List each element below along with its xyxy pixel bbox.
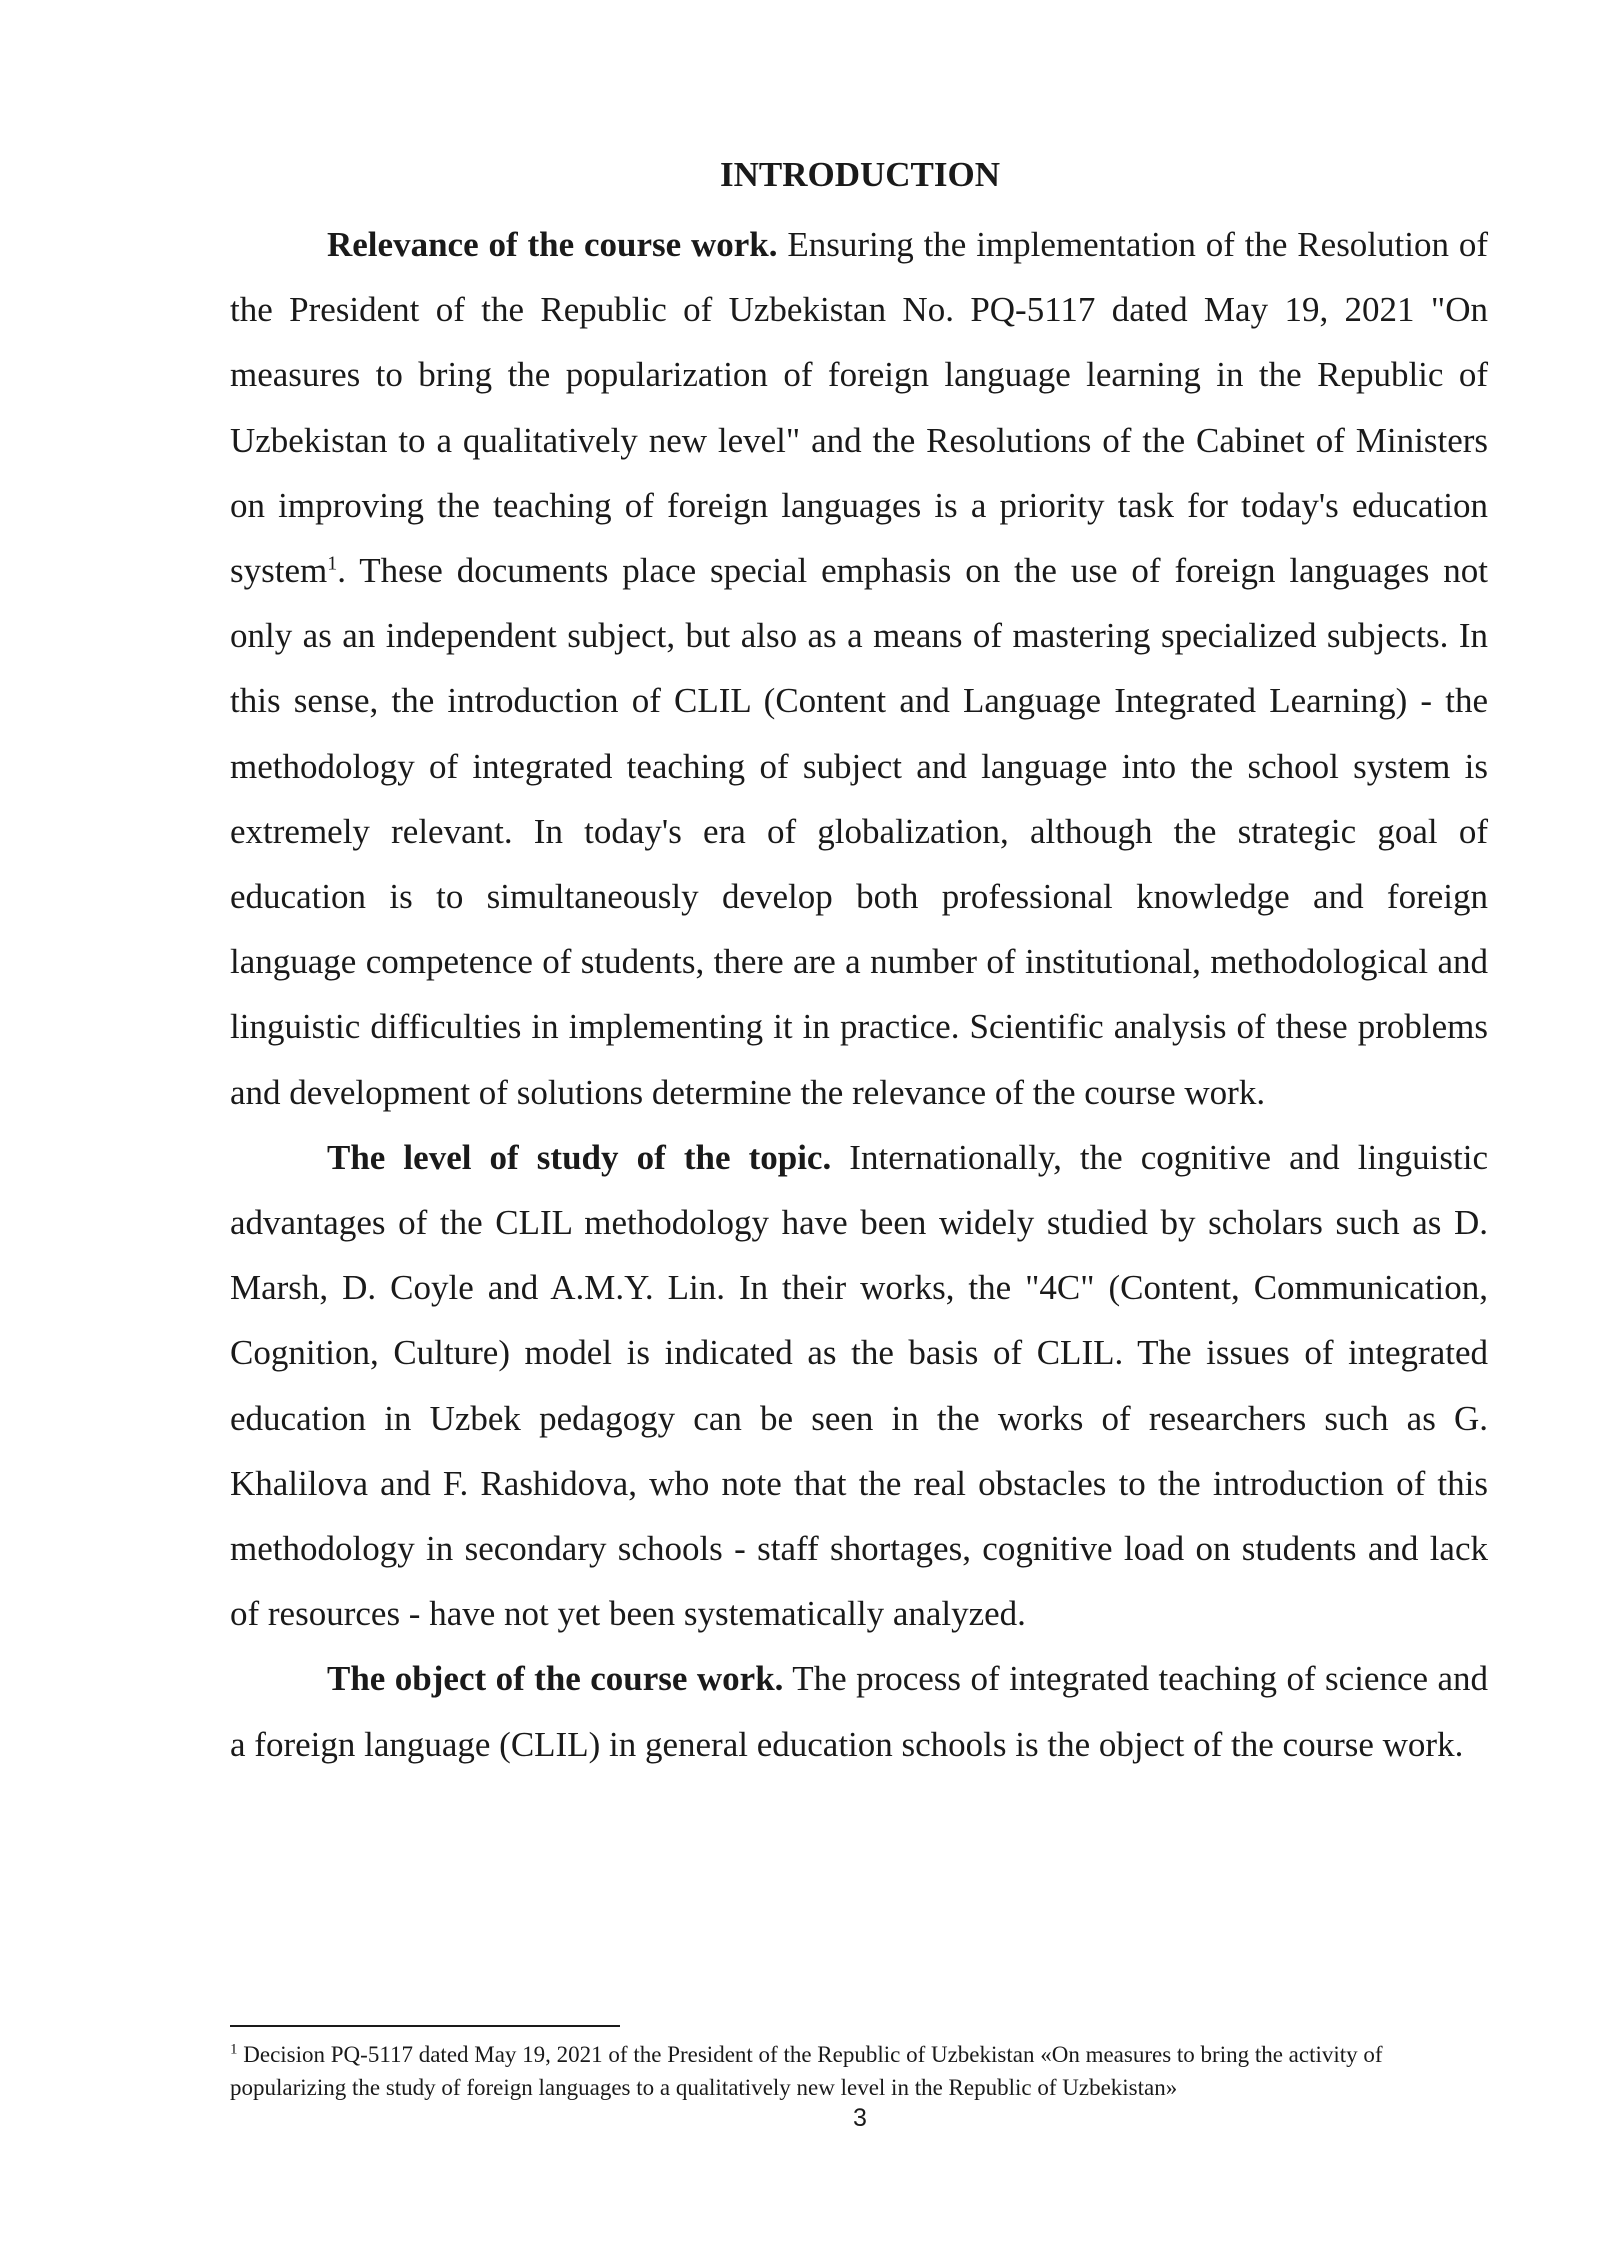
paragraph-text-relevance-part2: . These documents place special emphasis on the use of foreign languages not only as an independent subject, but also as a means of mastering specialized subjects. In this sense, the introduction of CLIL (Content and Language Integrated Learning) - the methodology of integrated teaching of subject and language into the school system is extremely relevant. In today's era of globalization, although the strategic goal of education is to simultaneously develop both professional knowledge and foreign language competence of students, there are a number of institutional, methodological and linguistic difficulties in implementing it in practice. Scientific analysis of these problems and development of solutions determine the relevance of the course work. bbox=[230, 551, 1488, 1112]
page-number: 3 bbox=[853, 2104, 867, 2132]
paragraph-lead-object: The object of the course work. bbox=[327, 1659, 784, 1699]
footnote-text: Decision PQ-5117 dated May 19, 2021 of the President of the Republic of Uzbekistan «On measures to bring the activity of popularizing the study of foreign languages to a qualitatively new level in the Republic of Uzbekistan» bbox=[230, 2042, 1383, 2100]
paragraph-level-of-study bbox=[230, 1125, 1488, 1647]
paragraph-lead-level-of-study: The level of study of the topic. bbox=[327, 1137, 832, 1177]
footnote-reference[interactable]: 1 bbox=[327, 552, 338, 575]
body-text bbox=[230, 212, 1488, 1777]
paragraph-text-object: The process of integrated teaching of science and a foreign language (CLIL) in general education schools is the object of the course work. bbox=[230, 1659, 1489, 1764]
page-title: INTRODUCTION bbox=[719, 155, 1001, 194]
paragraph-relevance bbox=[230, 212, 1488, 1125]
paragraph-text-level-of-study: Internationally, the cognitive and linguistic advantages of the CLIL methodology have been widely studied by scholars such as D. Marsh, D. Coyle and A.M.Y. Lin. In their works, the "4C" (Content, Communication, Cognition, Culture) model is indicated as the basis of CLIL. The issues of integrated education in Uzbek pedagogy can be seen in the works of researchers such as G. Khalilova and F. Rashidova, who note that the real obstacles to the introduction of this methodology in secondary schools - staff shortages, cognitive load on students and lack of resources - have not yet been systematically analyzed. bbox=[230, 1137, 1488, 1634]
paragraph-text-relevance-part1: Ensuring the implementation of the Resolution of the President of the Republic of Uzbekistan No. PQ-5117 dated May 19, 2021 "On measures to bring the popularization of foreign language learning in the Republic of Uzbekistan to a qualitatively new level" and the Resolutions of the Cabinet of Ministers on improving the teaching of foreign languages is a priority task for today's education system bbox=[230, 225, 1488, 591]
footnote bbox=[230, 2038, 1488, 2104]
footnote-separator bbox=[230, 2025, 620, 2027]
paragraph-object bbox=[230, 1646, 1488, 1776]
footnote-number: 1 bbox=[230, 2041, 238, 2058]
paragraph-lead-relevance: Relevance of the course work. bbox=[327, 225, 778, 264]
